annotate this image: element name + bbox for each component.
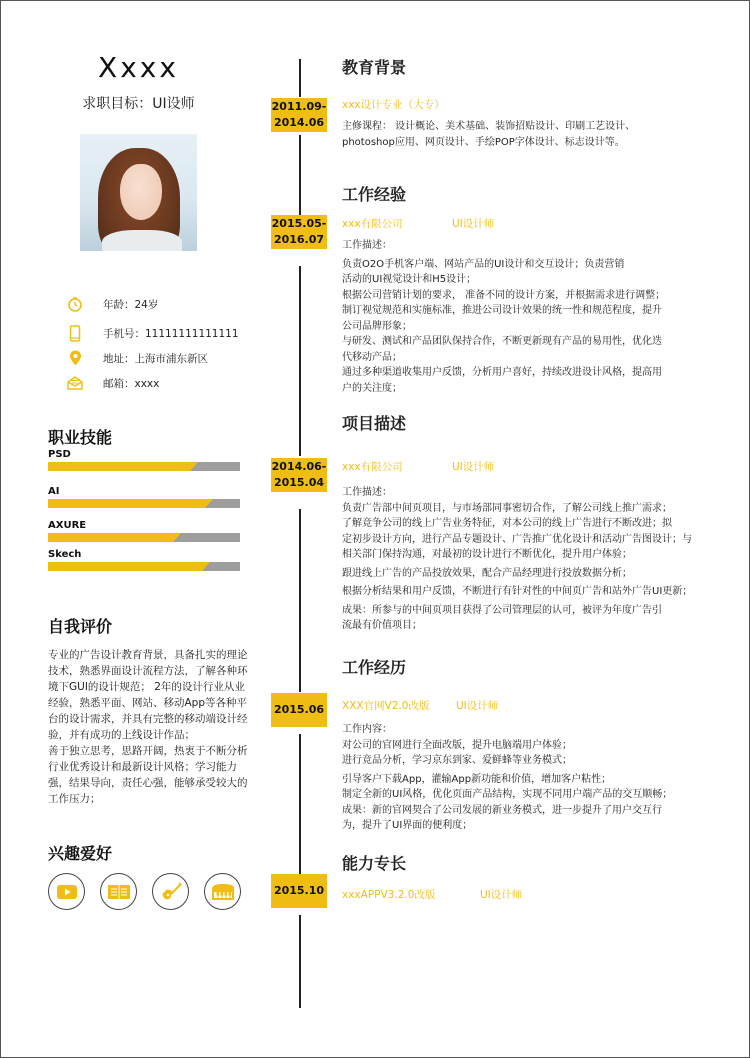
location-pin-icon (66, 349, 84, 367)
work-company-role (342, 216, 494, 231)
self-eval-paragraph: 善于独立思考，思路开阔，热衷于不断分析行业优秀设计和最新设计风格；学习能力强，结果导向，责任心强，能够承受较大的工作压力； (48, 745, 248, 805)
history-description: 工作内容： 对公司的官网进行全面改版，提升电脑端用户体验； 进行竞品分析，学习京东到家、爱鲜蜂等业务模式； 引导客户下载App，灌输App新功能和价值，增加客户粘性； 制定全新的UI风格，优化页面产品结构，实现不同用户端产品的交互顺畅； 成果：新的官网契合了公司发展的新业务模式，进一步提升了用户交互行 为，提升了UI界面的便利度； (342, 724, 673, 831)
candidate-name: Xxxx (98, 51, 179, 84)
open-book-icon (100, 873, 137, 910)
project-company: xxx有限公司 (342, 461, 403, 473)
piano-icon (204, 873, 241, 910)
work-date: 2015.05- 2016.07 (271, 215, 327, 249)
ability-role: UI设计师 (480, 889, 523, 901)
hobbies-heading: 兴趣爱好 (48, 844, 113, 863)
job-objective: 求职目标：UI设师 (82, 96, 195, 112)
work-role: UI设计师 (452, 218, 495, 230)
project-company-role (342, 459, 494, 474)
timeline-line (299, 509, 301, 692)
education-major: xxx设计专业（大专） (342, 99, 445, 111)
info-email (66, 374, 159, 392)
skill-bar-fill (48, 499, 205, 508)
skill-axure (48, 519, 240, 542)
clock-icon (66, 295, 84, 313)
skill-bar (48, 499, 240, 508)
phone-icon (66, 324, 84, 342)
skill-label: PSD (48, 449, 71, 460)
project-description: 工作描述： 负责广告部中间页项目，与市场部同事密切合作，了解公司线上推广需求； 了解竞争公司的线上广告业务特征，对本公司的线上广告进行不断改进；拟 定初步设计方向，进行产品专题设计、广告推广优化设计和活动广告图设计；与 相关部门保持沟通，对最初的设计进行不断优化，提升用户体验； 跟进线上广告的产品投放效果，配合产品经理进行投放数据分析； 根据分析结果和用户反馈，不断进行有针对性的中间页广告和站外广告UI更新； 成果：所参与的中间页项目获得了公司管理层的认可，被评为年度广告引 流最有价值项目； (342, 487, 693, 631)
hobby-icons (48, 873, 241, 910)
project-date: 2014.06- 2015.04 (271, 458, 327, 492)
self-eval-paragraph: 专业的广告设计教育背景，具备扎实的理论技术，熟悉界面设计流程方法，了解各种环境下GUI的设计规范； 2年的设计行业从业经验，熟悉平面、网站、移动App等各种平台的设计需求，并具有完整的移动端设计经验，并有成功的上线设计作品； (48, 649, 248, 741)
skill-bar (48, 562, 240, 571)
education-date: 2011.09- 2014.06 (271, 98, 327, 132)
info-address-text: 地址：上海市浦东新区 (103, 352, 208, 365)
ability-heading: 能力专长 (342, 854, 407, 873)
skill-label: AI (48, 486, 60, 497)
work-company: xxx有限公司 (342, 218, 403, 230)
education-heading: 教育背景 (342, 58, 407, 77)
education-courses: 主修课程： 设计概论、美术基础、装饰招贴设计、印刷工艺设计、 photoshop应用、网页设计、手绘POP字体设计、标志设计等。 (342, 121, 636, 148)
self-eval-heading: 自我评价 (48, 617, 113, 636)
skill-label: AXURE (48, 520, 87, 531)
skills-heading: 职业技能 (48, 428, 113, 447)
history-project-role (342, 698, 498, 713)
work-heading: 工作经验 (342, 185, 407, 204)
history-project: XXX官网V2.0改版 (342, 700, 430, 712)
skill-bar (48, 533, 240, 542)
timeline-line (299, 734, 301, 874)
history-date: 2015.06 (271, 693, 327, 727)
timeline-line (299, 266, 301, 456)
skill-bar (48, 462, 240, 471)
ability-project-role (342, 887, 522, 902)
work-description: 工作描述： 负责O2O手机客户端、网站产品的UI设计和交互设计；负责营销 活动的UI视觉设计和H5设计； 根据公司营销计划的要求， 准备不同的设计方案，并根据需求进行调整； 制订视觉规范和实施标准，推进公司设计效果的统一性和规范程度，提升 公司品牌形象； 与研发、测试和产品团队保持合作，不断更新现有产品的易用性，优化迭 代移动产品； 通过多种渠道收集用户反馈，分析用户喜好，持续改进设计风格，提高用 户的关注度； (342, 240, 666, 394)
timeline-line (299, 59, 301, 97)
skill-bar-fill (48, 462, 190, 471)
project-role: UI设计师 (452, 461, 495, 473)
info-address (66, 349, 208, 367)
self-eval-text (48, 647, 253, 807)
info-age-text: 年龄：24岁 (103, 298, 159, 311)
skill-psd (48, 448, 240, 471)
ability-date: 2015.10 (271, 874, 327, 908)
timeline-line (299, 135, 301, 215)
info-phone (66, 324, 239, 342)
info-email-text: 邮箱：xxxx (103, 377, 160, 390)
timeline-line (299, 915, 301, 1008)
ability-project: xxxAPPV3.2.0改版 (342, 889, 436, 901)
skill-bar-fill (48, 562, 202, 571)
history-role: UI设计师 (456, 700, 499, 712)
project-heading: 项目描述 (342, 414, 407, 433)
avatar-photo (80, 134, 197, 251)
envelope-icon (66, 374, 84, 392)
play-video-icon (48, 873, 85, 910)
skill-label: Skech (48, 549, 82, 560)
info-phone-text: 手机号：11111111111111 (103, 327, 239, 340)
info-age (66, 295, 158, 313)
history-heading: 工作经历 (342, 658, 407, 677)
skill-bar-fill (48, 533, 173, 542)
skill-skech (48, 548, 240, 571)
guitar-icon (152, 873, 189, 910)
skill-ai (48, 485, 240, 508)
